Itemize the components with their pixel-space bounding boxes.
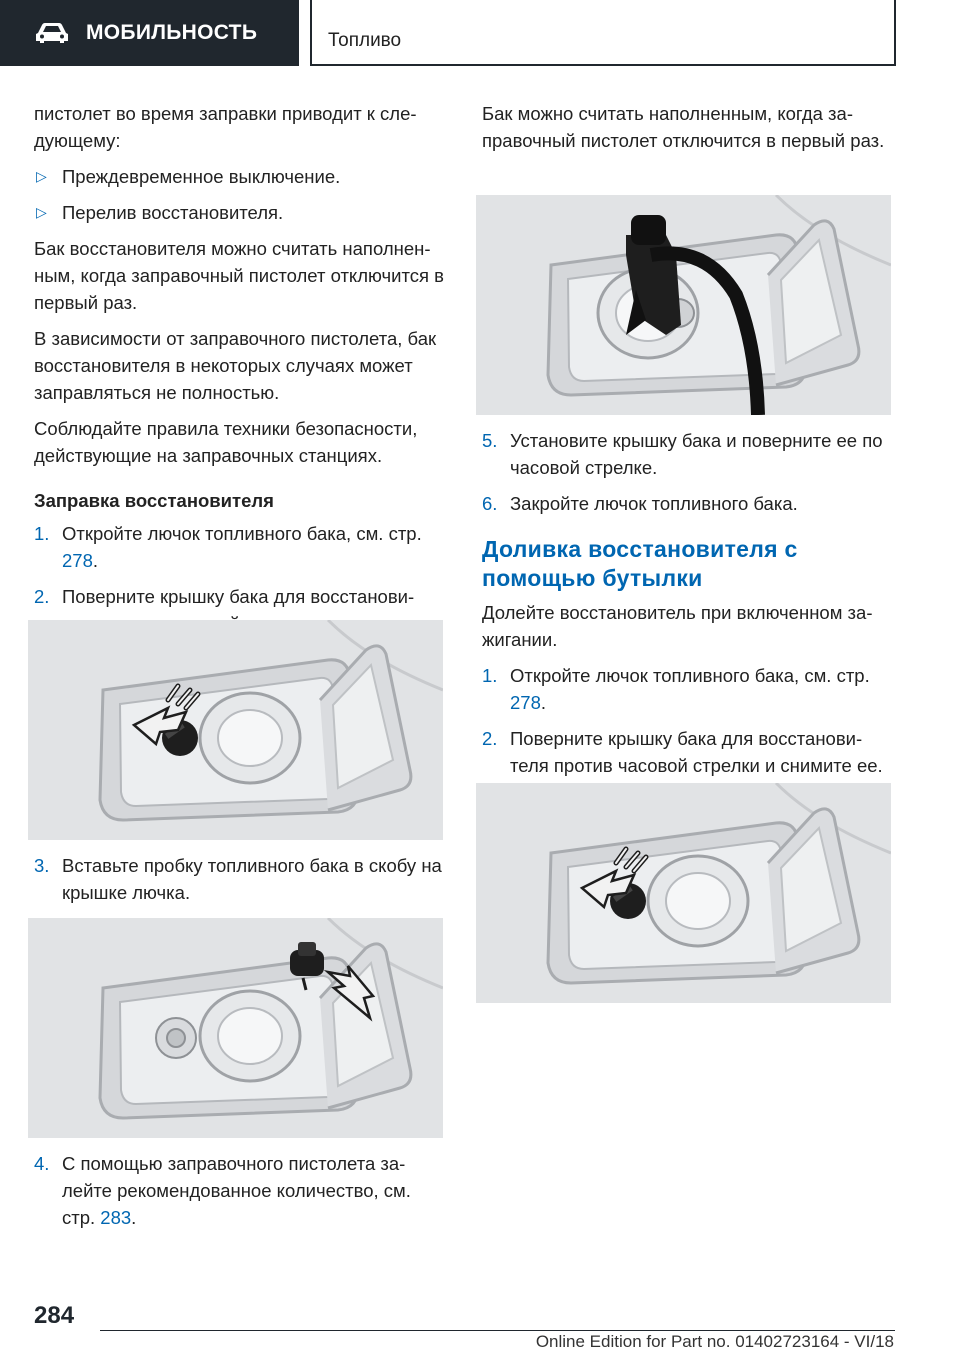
fuel-flap-illustration-insert-cap xyxy=(28,918,443,1138)
left-column-step3 xyxy=(34,852,446,915)
bullet-item xyxy=(34,163,446,190)
bullet-item xyxy=(34,199,446,226)
step-item xyxy=(34,520,446,574)
step-number: 6. xyxy=(482,493,498,514)
fuel-flap-illustration-remove-cap xyxy=(28,620,443,840)
step-text: Закройте лючок топливного бака. xyxy=(510,493,798,514)
step-tail: . xyxy=(540,692,547,713)
step-item xyxy=(482,490,892,517)
step-item xyxy=(34,1150,446,1231)
bullet-text: Преждевременное выключение. xyxy=(62,166,341,187)
step-tail: . xyxy=(131,1207,137,1228)
triangle-bullet-icon: ▷ xyxy=(36,204,47,220)
step-text: С помощью заправочного пистолета за-лейте рекомендованное количество, см. стр. xyxy=(62,1153,411,1228)
paragraph: В зависимости от заправочного пистолета, бак восстановителя в некоторых случаях может заправляться не полностью. xyxy=(34,328,437,403)
car-icon xyxy=(34,21,70,45)
intro-text: пистолет во время заправки приводит к сле-дующему: xyxy=(34,103,417,151)
left-column-step4 xyxy=(34,1150,446,1240)
bullet-text: Перелив восстановителя. xyxy=(62,202,284,223)
paragraph: Бак можно считать наполненным, когда за-правочный пистолет отключится в первый раз. xyxy=(482,103,885,151)
triangle-bullet-icon: ▷ xyxy=(36,168,47,184)
footer-divider xyxy=(100,1330,895,1331)
step-item xyxy=(34,852,446,906)
page-number: 284 xyxy=(34,1302,75,1329)
subheading: Заправка восстановителя xyxy=(34,490,274,511)
right-column-steps xyxy=(482,427,892,788)
step-number: 5. xyxy=(482,430,498,451)
step-item xyxy=(482,725,892,779)
paragraph: Долейте восстановитель при включенном за-жигании. xyxy=(482,602,873,650)
page-title-box xyxy=(310,0,896,66)
step-number: 4. xyxy=(34,1153,50,1174)
page-link[interactable]: 278 xyxy=(510,692,541,713)
step-number: 1. xyxy=(482,665,498,686)
step-text: Установите крышку бака и поверните ее по часовой стрелке. xyxy=(510,430,883,478)
step-text: Откройте лючок топливного бака, см. стр. xyxy=(62,523,422,544)
step-text: Поверните крышку бака для восстанови-теля против часовой стрелки и снимите ее. xyxy=(510,728,883,776)
step-tail: . xyxy=(92,550,99,571)
fuel-flap-illustration-remove-cap-2 xyxy=(476,783,891,1003)
left-column xyxy=(34,100,446,646)
page-link[interactable]: 278 xyxy=(62,550,93,571)
step-text: Поверните крышку бака для восстанови- xyxy=(62,586,415,607)
section-heading: Доливка восстановителя с помощью бутылки xyxy=(482,536,798,591)
step-number: 1. xyxy=(34,523,50,544)
page-title: Топливо xyxy=(328,30,402,51)
step-text: Откройте лючок топливного бака, см. стр. xyxy=(510,665,870,686)
step-item xyxy=(482,427,892,481)
paragraph: Бак восстановителя можно считать наполнен-ным, когда заправочный пистолет отключится в первый раз. xyxy=(34,238,444,313)
right-column xyxy=(482,100,892,163)
step-text: Вставьте пробку топливного бака в скобу на крышке лючка. xyxy=(62,855,442,903)
step-number: 2. xyxy=(34,586,50,607)
step-number: 3. xyxy=(34,855,50,876)
paragraph: Соблюдайте правила техники безопасности, действующие на заправочных станциях. xyxy=(34,418,418,466)
section-title: МОБИЛЬНОСТЬ xyxy=(86,21,258,44)
step-item xyxy=(482,662,892,716)
step-number: 2. xyxy=(482,728,498,749)
page-link[interactable]: 283 xyxy=(100,1207,132,1228)
edition-text: Online Edition for Part no. 01402723164 - VI/18 xyxy=(535,1332,894,1351)
refilling-nozzle-illustration xyxy=(476,195,891,415)
section-tab xyxy=(0,0,299,66)
